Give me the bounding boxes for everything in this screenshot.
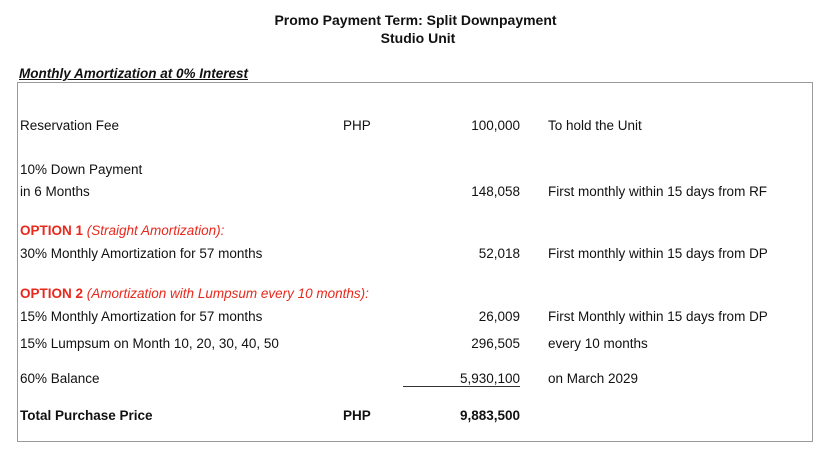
row-label: 30% Monthly Amortization for 57 months bbox=[20, 246, 263, 261]
total-amount: 9,883,500 bbox=[459, 408, 520, 423]
row-note: To hold the Unit bbox=[548, 118, 642, 133]
row-note: every 10 months bbox=[548, 336, 648, 351]
row-amount: 296,505 bbox=[471, 336, 520, 351]
row-note: First monthly within 15 days from DP bbox=[548, 246, 768, 261]
row-label: Reservation Fee bbox=[20, 118, 120, 133]
row-note: First Monthly within 15 days from DP bbox=[548, 309, 768, 324]
row-note: First monthly within 15 days from RF bbox=[548, 184, 768, 199]
option2-heading bbox=[20, 286, 369, 302]
subtotal-underline bbox=[403, 386, 520, 387]
row-label: 60% Balance bbox=[20, 371, 100, 386]
row-label: 15% Lumpsum on Month 10, 20, 30, 40, 50 bbox=[20, 336, 279, 351]
total-currency: PHP bbox=[343, 408, 371, 423]
title-line-2: Studio Unit bbox=[380, 30, 456, 46]
row-label: 10% Down Payment bbox=[20, 162, 143, 177]
row-currency: PHP bbox=[343, 118, 371, 133]
payment-table-frame bbox=[17, 82, 813, 442]
option2-heading-sub: (Amortization with Lumpsum every 10 months): bbox=[86, 286, 369, 301]
option1-heading bbox=[20, 223, 224, 239]
option1-heading-sub: (Straight Amortization): bbox=[86, 223, 225, 238]
row-label-continued: in 6 Months bbox=[20, 184, 90, 199]
section-heading: Monthly Amortization at 0% Interest bbox=[19, 66, 249, 81]
row-amount: 148,058 bbox=[471, 184, 520, 199]
row-label: 15% Monthly Amortization for 57 months bbox=[20, 309, 263, 324]
option1-heading-label: OPTION 1 bbox=[20, 223, 84, 238]
row-amount: 26,009 bbox=[478, 309, 520, 324]
row-amount: 100,000 bbox=[471, 118, 520, 133]
total-label: Total Purchase Price bbox=[20, 408, 153, 423]
row-amount: 52,018 bbox=[478, 246, 520, 261]
row-amount: 5,930,100 bbox=[459, 371, 520, 386]
title-line-1: Promo Payment Term: Split Downpayment bbox=[274, 12, 557, 28]
row-note: on March 2029 bbox=[548, 371, 639, 386]
option2-heading-label: OPTION 2 bbox=[20, 286, 84, 301]
